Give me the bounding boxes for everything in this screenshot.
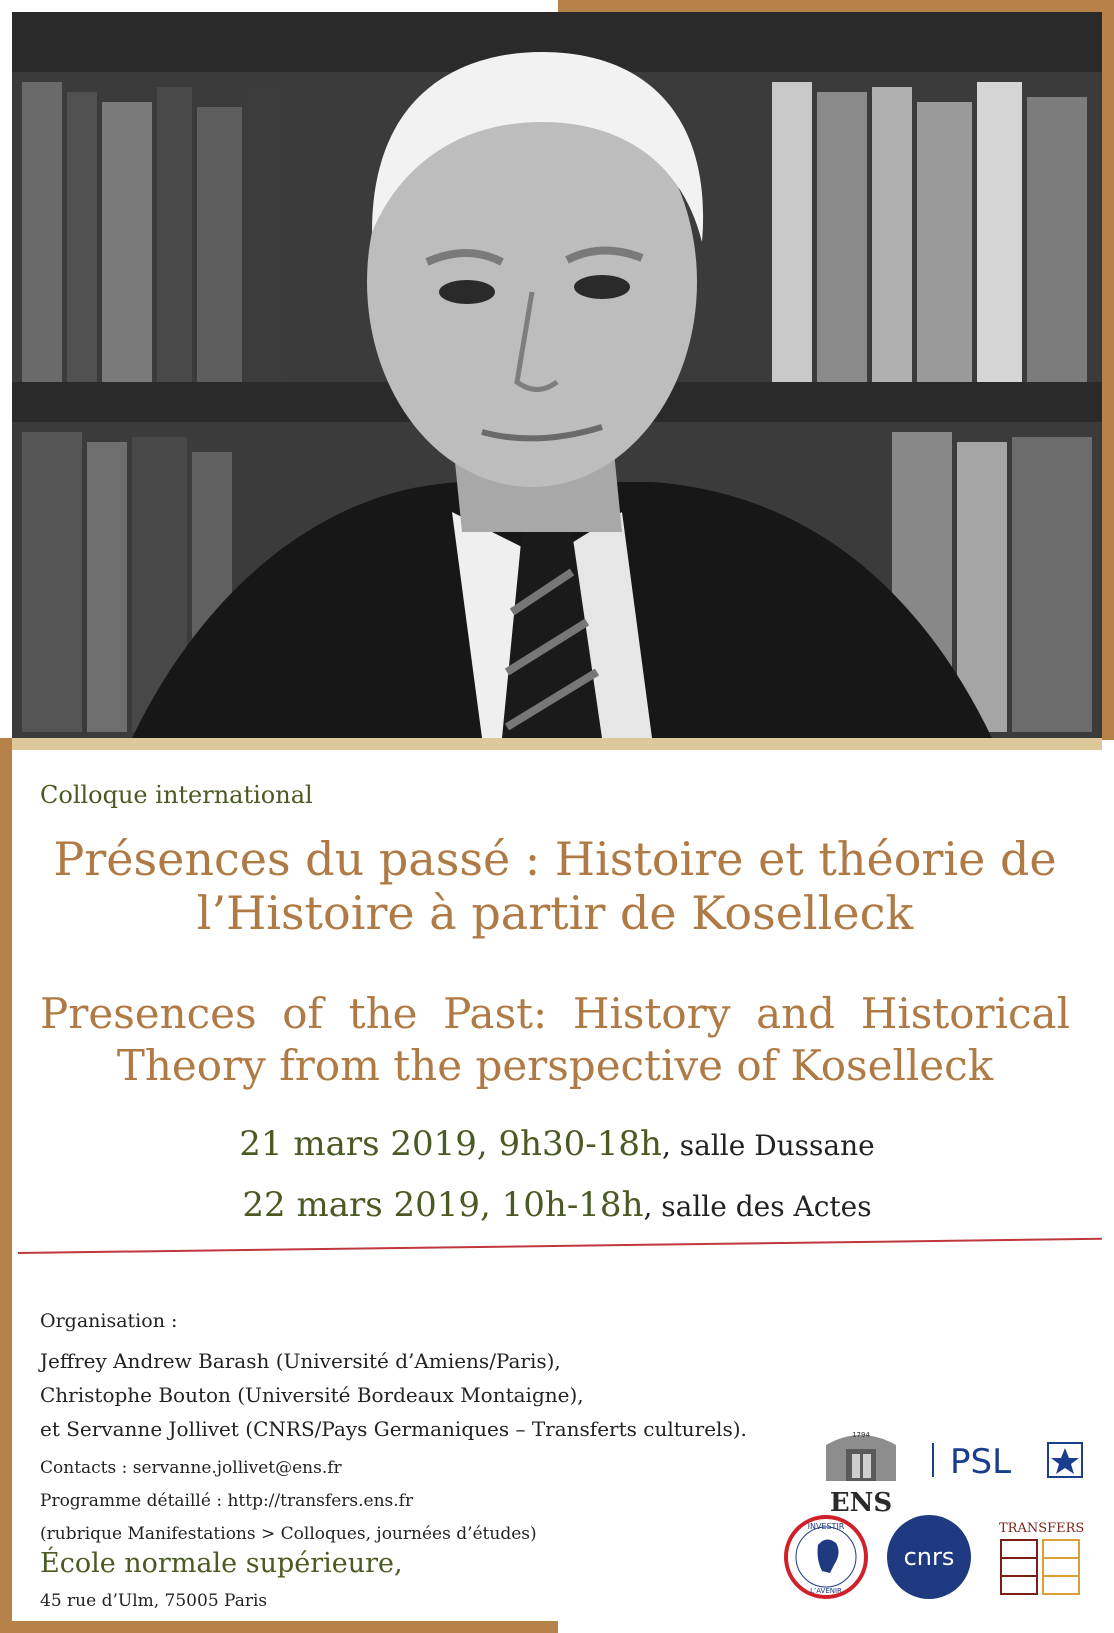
- venue-address: 45 rue d’Ulm, 75005 Paris: [40, 1591, 268, 1611]
- transfers-logo: [995, 1510, 1085, 1600]
- date-day2: [0, 1185, 1114, 1225]
- psl-logo-text: PSL: [950, 1442, 1012, 1482]
- psl-logo: [930, 1435, 1090, 1485]
- title-english-line2: Theory from the perspective of Koselleck: [116, 1041, 994, 1090]
- date-day1-room: , salle Dussane: [661, 1129, 875, 1162]
- contacts-block: [40, 1452, 537, 1551]
- date-day2-time: 22 mars 2019, 10h-18h: [242, 1185, 644, 1225]
- ens-logo-year: 1794: [852, 1431, 870, 1439]
- programme-link[interactable]: Programme détaillé : http://transfers.ens.fr: [40, 1491, 414, 1511]
- organisation-block: [40, 1304, 747, 1446]
- date-day2-room: , salle des Actes: [643, 1190, 872, 1223]
- organiser-1: Jeffrey Andrew Barash (Université d’Amiens/Paris),: [40, 1349, 561, 1373]
- ens-logo-text: ENS: [829, 1488, 893, 1518]
- date-day1: [0, 1124, 1114, 1164]
- organisation-label: Organisation :: [40, 1310, 178, 1332]
- contact-email[interactable]: Contacts : servanne.jollivet@ens.fr: [40, 1458, 342, 1478]
- organiser-2: Christophe Bouton (Université Bordeaux Montaigne),: [40, 1383, 584, 1407]
- star-icon: [1051, 1448, 1079, 1474]
- title-english-line1: Presences of the Past: History and Historical: [40, 989, 1070, 1038]
- transfers-logo-text: TRANSFERS: [999, 1521, 1085, 1536]
- organiser-3: et Servanne Jollivet (CNRS/Pays Germaniques – Transferts culturels).: [40, 1417, 747, 1441]
- frame-right-edge: [1102, 0, 1114, 740]
- date-day1-time: 21 mars 2019, 9h30-18h: [239, 1124, 662, 1164]
- investir-bottom-text: L’AVENIR: [810, 1587, 842, 1595]
- red-divider-line: [18, 1238, 1102, 1254]
- gold-divider-band: [0, 738, 1102, 750]
- programme-rubrique: (rubrique Manifestations > Colloques, journées d’études): [40, 1524, 537, 1544]
- frame-top-edge: [558, 0, 1114, 12]
- frame-bottom-edge: [0, 1621, 558, 1633]
- cnrs-logo-text: cnrs: [903, 1543, 955, 1571]
- title-english: [40, 988, 1070, 1092]
- title-french: Présences du passé : Histoire et théorie de l’Histoire à partir de Koselleck: [53, 832, 1057, 940]
- investir-avenir-logo: [782, 1513, 870, 1601]
- ens-logo: [816, 1423, 906, 1523]
- event-type: Colloque international: [40, 781, 313, 809]
- portrait-photo: [12, 12, 1102, 738]
- investir-top-text: INVESTIR: [807, 1522, 845, 1531]
- venue-school: École normale supérieure,: [40, 1548, 403, 1579]
- cnrs-logo: [885, 1513, 973, 1601]
